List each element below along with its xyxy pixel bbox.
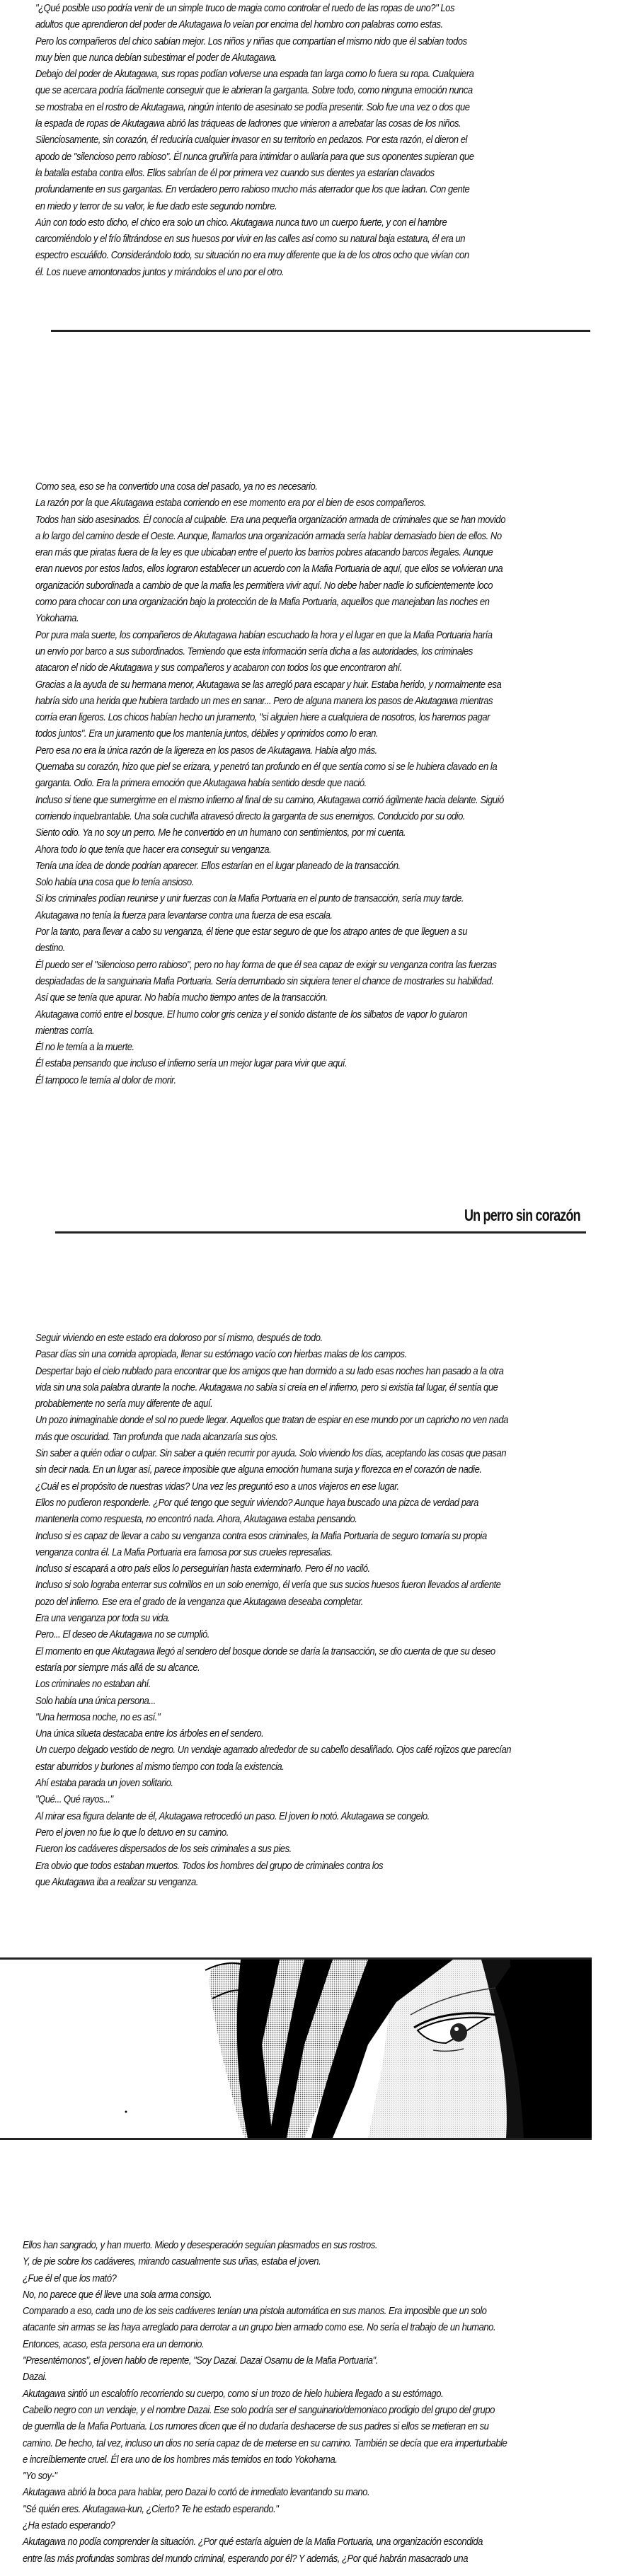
text-line: atacante sin armas se las haya arreglado para derrotar a un grupo bien armado como ese. No sería el trabajo de un humano. [23, 2321, 496, 2334]
text-line: espectro escuálido. Considerándolo todo, su situación no era muy diferente que la de los otros ocho que vivían con [35, 249, 469, 262]
text-line: profundamente en sus gargantas. En verdadero perro rabioso mucho más aterrador que los que ladran. Con gente [35, 183, 470, 196]
text-line: que Akutagawa iba a realizar su venganza. [35, 1875, 198, 1888]
text-line: Una única silueta destacaba entre los árboles en el sendero. [35, 1727, 264, 1740]
text-line: "Sé quién eres. Akutagawa-kun, ¿Cierto? Te he estado esperando." [23, 2502, 279, 2515]
text-line: atacaron el nido de Akutagawa y sus compañeros y acabaron con todos los que encontraron ahí. [35, 662, 403, 674]
manga-panel-illustration [0, 1957, 592, 2140]
text-line: Seguir viviendo en este estado era doloroso por sí mismo, después de todo. [35, 1332, 323, 1344]
text-line: despiadadas de la sanguinaria Mafia Portuaria. Sería derrumbado sin siquiera tener el chance de mostrarles su habilidad. [35, 974, 494, 987]
text-line: Ellos no pudieron responderle. ¿Por qué tengo que seguir viviendo? Aunque haya buscado una pizca de verdad para [35, 1496, 478, 1509]
text-line: la espada de ropas de Akutagawa abrió las tráqueas de ladrones que vinieron a arrebatar las cosas de los niños. [35, 117, 461, 130]
text-line: pozo del infierno. Ese era el grado de la venganza que Akutagawa deseaba completar. [35, 1595, 363, 1608]
text-line: Al mirar esa figura delante de él, Akutagawa retrocedió un paso. El joven lo notó. Akutagawa se congelo. [35, 1810, 430, 1822]
text-section-4 [23, 2237, 603, 2567]
text-line: ¿Cuál es el propósito de nuestras vidas? Una vez les preguntó eso a unos viajeros en ese lugar. [35, 1480, 399, 1493]
text-line: Fueron los cadáveres dispersados de los seis criminales a sus pies. [35, 1843, 292, 1856]
text-line: Un pozo inimaginable donde el sol no puede llegar. Aquellos que tratan de espiar en ese mundo por un capricho no ven nada [35, 1414, 508, 1427]
text-line: en miedo y terror de su valor, le fue dado este segundo nombre. [35, 200, 277, 212]
text-section-3 [35, 1330, 616, 1890]
text-line: entre las más profundas sombras del mundo criminal, esperando por él? Y además, ¿Por qué habrán masacrado una [23, 2552, 468, 2565]
text-line: probablemente no sería muy diferente de aquí. [35, 1398, 213, 1410]
chapter-heading: Un perro sin corazón [464, 1206, 580, 1224]
text-line: sin decir nada. En un lugar así, parece imposible que alguna emoción humana surja y florezca en el corazón de nadie. [35, 1464, 482, 1476]
text-line: estar aburridos y burlones al mismo tiempo con toda la existencia. [35, 1760, 285, 1773]
text-line: Incluso si solo lograba enterrar sus colmillos en un solo enemigo, él vería que sus sucios huesos fueron llevados al ardiente [35, 1579, 501, 1592]
text-line: él. Los nueve amontonados juntos y mirándolos el uno por el otro. [35, 265, 285, 278]
text-line: a lo largo del camino desde el Oeste. Aunque, llamarlos una organización armada sería hablar demasiado bien de ellos. No [35, 529, 502, 542]
text-line: Akutagawa sintió un escalofrío recorriendo su cuerpo, como si un trozo de hielo hubiera llegado a su estómago. [23, 2387, 444, 2400]
text-line: estaría por siempre más allá de su alcance. [35, 1661, 200, 1674]
text-line: "¿Qué posible uso podría venir de un simple truco de magia como controlar el ruedo de las ropas de uno?" Los [35, 2, 455, 14]
text-line: mientras corría. [35, 1024, 95, 1037]
text-line: Yokohama. [35, 612, 79, 625]
text-line: Aún con todo esto dicho, el chico era solo un chico. Akutagawa nunca tuvo un cuerpo fuerte, y con el hambre [35, 216, 447, 229]
text-line: Dazai. [23, 2371, 47, 2384]
text-line: El momento en que Akutagawa llegó al sendero del bosque donde se daría la transacción, se dio cuenta de que su deseo [35, 1645, 495, 1657]
text-line: Como sea, eso se ha convertido una cosa del pasado, ya no es necesario. [35, 481, 318, 493]
text-line: Ahí estaba parada un joven solitario. [35, 1777, 173, 1790]
text-line: eran más que piratas fuera de la ley es que ubicaban entre el puerto los barrios pobres atacando barcos ilegales. Aunque [35, 546, 493, 559]
text-line: ¿Fue él el que los mató? [23, 2272, 117, 2284]
text-line: Por la tanto, para llevar a cabo su venganza, él tiene que estar seguro de que los atrapo antes de que lleguen a su [35, 926, 468, 938]
text-line: Pero el joven no fue lo que lo detuvo en su camino. [35, 1826, 229, 1839]
text-line: adultos que aprendieron del poder de Akutagawa lo veían por encima del hombro con palabras como estas. [35, 18, 443, 31]
text-line: Y, de pie sobre los cadáveres, mirando casualmente sus uñas, estaba el joven. [23, 2255, 321, 2268]
text-line: de guerrilla de la Mafia Portuaria. Los rumores dicen que él no dudaría deshacerse de sus padres si ellos se metieran en su [23, 2420, 489, 2433]
text-line: Incluso si escapará a otro país ellos lo perseguirían hasta exterminarlo. Pero él no vaciló. [35, 1563, 370, 1575]
text-line: Era obvio que todos estaban muertos. Todos los hombres del grupo de criminales contra los [35, 1859, 384, 1872]
text-line: Siento odio. Ya no soy un perro. Me he convertido en un humano con sentimientos, por mi cuenta. [35, 827, 406, 839]
text-line: que se acercara podría fácilmente conseguir que le abrieran la garganta. Sobre todo, como ninguna emoción nunca [35, 84, 473, 97]
text-line: eran nuevos por estos lados, ellos lograron establecer un acuerdo con la Mafia Portuaria de aquí, que ellos se volvieran una [35, 563, 503, 575]
text-line: Si los criminales podían reunirse y unir fuerzas con la Mafia Portuaria en el punto de transacción, sería muy tarde. [35, 892, 464, 905]
text-line: Un cuerpo delgado vestido de negro. Un vendaje agarrado alrededor de su cabello desaliñado. Ojos café rojizos que parecían [35, 1744, 512, 1756]
text-line: Entonces, acaso, esta persona era un demonio. [23, 2338, 205, 2350]
text-line: Quemaba su corazón, hizo que piel se erizara, y penetró tan profundo en él que sentía como si se le hubiera clavado en la [35, 761, 498, 774]
text-line: Comparado a eso, cada uno de los seis cadáveres tenían una pistola automática en sus manos. Era imposible que un solo [23, 2305, 487, 2318]
text-line: garganta. Odio. Era la primera emoción que Akutagawa había sentido desde que nació. [35, 777, 367, 790]
text-line: Pero... El deseo de Akutagawa no se cumplió. [35, 1628, 210, 1641]
text-line: como para chocar con una organización bajo la protección de la Mafia Portuaria, aquellos que manejaban las noches en [35, 596, 490, 609]
dazai-face-drawing [0, 1960, 592, 2138]
text-line: Tenía una idea de donde podrían aparecer. Ellos estarían en el lugar planeado de la transacción. [35, 859, 401, 872]
text-line: Akutagawa no tenía la fuerza para levantarse contra una fuerza de esa escala. [35, 909, 333, 921]
text-line: Él tampoco le temía al dolor de morir. [35, 1074, 176, 1086]
text-line: Así que se tenía que apurar. No había mucho tiempo antes de la transacción. [35, 991, 328, 1004]
text-line: Akutagawa no podía comprender la situación. ¿Por qué estaría alguien de la Mafia Portuaria, una organización escondida [23, 2536, 483, 2548]
text-line: más que oscuridad. Tan profunda que nada alcanzaría sus ojos. [35, 1430, 278, 1443]
text-line: Ahora todo lo que tenía que hacer era conseguir su venganza. [35, 843, 272, 856]
text-line: Cabello negro con un vendaje, y el nombre Dazai. Ese solo podría ser el sanguinario/demoniaco prodigio del grupo del grupo [23, 2403, 495, 2416]
text-line: Akutagawa abrió la boca para hablar, pero Dazai lo cortó de inmediato levantando su mano. [23, 2486, 370, 2499]
text-line: Silenciosamente, sin corazón, él reduciría cualquier invasor en su territorio en pedazos. Por esta razón, el dieron el [35, 134, 467, 146]
text-line: "Yo soy-" [23, 2470, 57, 2483]
text-line: Por pura mala suerte, los compañeros de Akutagawa habían escuchado la hora y el lugar en que la Mafia Portuaria haría [35, 628, 493, 641]
text-line: Pero esa no era la única razón de la ligereza en los pasos de Akutagawa. Había algo más. [35, 744, 377, 757]
text-line: muy bien que nunca debían subestimar el poder de Akutagawa. [35, 51, 277, 64]
text-line: Solo había una cosa que lo tenía ansioso. [35, 876, 194, 889]
section-divider [51, 330, 590, 332]
text-line: corriendo inquebrantable. Una sola cuchilla atravesó directo la garganta de sus enemigos. Conducido por su odio. [35, 810, 466, 822]
text-line: venganza contra él. La Mafia Portuaria era famosa por sus crueles represalias. [35, 1546, 333, 1558]
text-line: Pero los compañeros del chico sabían mejor. Los niños y niñas que compartían el mismo nido que él sabían todos [35, 35, 467, 47]
text-line: "Presentémonos", el joven hablo de repente, "Soy Dazai. Dazai Osamu de la Mafia Portuaria". [23, 2354, 378, 2367]
text-line: vida sin una sola palabra durante la noche. Akutagawa no sabía si creía en el infierno, pero si existía tal lugar, él sentía que [35, 1381, 498, 1393]
text-section-2 [35, 478, 616, 1088]
text-line: Los criminales no estaban ahí. [35, 1678, 151, 1691]
text-line: Él estaba pensando que incluso el infierno sería un mejor lugar para vivir que aquí. [35, 1057, 348, 1070]
text-line: Despertar bajo el cielo nublado para encontrar que los amigos que han dormido a su lado esas noches han pasado a la otra [35, 1364, 504, 1377]
text-line: carcomiéndolo y el frío filtrándose en sus huesos por vivir en las calles así como su natural baja estatura, él era un [35, 233, 466, 246]
text-line: "Qué... Qué rayos..." [35, 1793, 113, 1806]
text-line: Ellos han sangrado, y han muerto. Miedo y desesperación seguían plasmados en sus rostros. [23, 2239, 377, 2251]
text-line: No, no parece que él lleve una sola arma consigo. [23, 2288, 212, 2301]
text-line: "Una hermosa noche, no es así." [35, 1710, 161, 1723]
text-line: todos juntos". Era un juramento que los mantenía juntos, débiles y oprimidos como lo eran. [35, 728, 379, 740]
text-line: Akutagawa corrió entre el bosque. El humo color gris ceniza y el sonido distante de los silbatos de vapor lo guiaron [35, 1008, 468, 1020]
text-line: La razón por la que Akutagawa estaba corriendo en ese momento era por el bien de esos compañeros. [35, 497, 426, 510]
text-line: Él puedo ser el "silencioso perro rabioso", pero no hay forma de que él sea capaz de exigir su venganza contra las fuerzas [35, 958, 497, 971]
text-line: camino. De hecho, tal vez, incluso un dios no sería capaz de de meterse en su camino. También se decía que era imperturbable [23, 2437, 507, 2449]
text-line: se mostraba en el rostro de Akutagawa, ningún intento de asesinato se podía presentir. Solo fue una vez o dos que [35, 100, 470, 113]
text-line: Debajo del poder de Akutagawa, sus ropas podían volverse una espada tan larga como lo fuera su ropa. Cualquiera [35, 68, 474, 81]
text-line: ¿Ha estado esperando? [23, 2519, 115, 2532]
text-line: Era una venganza por toda su vida. [35, 1612, 171, 1625]
text-line: habría sido una herida que hubiera tardado un mes en sanar... Pero de alguna manera los pasos de Akutagawa mientras [35, 694, 493, 707]
text-section-1 [35, 0, 616, 280]
text-line: Pasar días sin una comida apropiada, llenar su estómago vacío con hierbas malas de los campos. [35, 1348, 407, 1361]
text-line: corría eran ligeros. Los chicos habían hecho un juramento, "si alguien hiere a cualquiera de nosotros, los haremos pagar [35, 711, 490, 724]
text-line: Incluso si es capaz de llevar a cabo su venganza contra esos criminales, la Mafia Portuaria de seguro tomaría su propia [35, 1529, 487, 1542]
text-line: Todos han sido asesinados. Él conocía al culpable. Era una pequeña organización armada de criminales que se han movido [35, 513, 506, 526]
text-line: Él no le temía a la muerte. [35, 1041, 134, 1054]
text-line: Solo había una única persona... [35, 1694, 156, 1707]
text-line: Sin saber a quién odiar o culpar. Sin saber a quién recurrir por ayuda. Solo viviendo los días, aceptando las cosas que pasan [35, 1447, 507, 1460]
text-line: e increíblemente cruel. Él era uno de los hombres más temidos en todo Yokohama. [23, 2453, 338, 2466]
text-line: organización subordinada a cambio de que la mafia les permitiera vivir aquí. No debe haber nadie lo suficientemente loco [35, 579, 493, 592]
text-line: un envío por barco a sus subordinados. Temiendo que esta información sería dicha a las autoridades, los criminales [35, 645, 473, 657]
text-line: Gracias a la ayuda de su hermana menor, Akutagawa se las arregló para escapar y huir. Estaba herido, y normalmente esa [35, 678, 502, 691]
text-line: apodo de "silencioso perro rabioso". Él nunca gruñiría para intimidar o aullaría para que sus oponentes supieran que [35, 150, 474, 163]
text-line: destino. [35, 942, 65, 955]
text-line: mantenerla como respuesta, no encontró nada. Ahora, Akutagawa estaba pensando. [35, 1513, 357, 1526]
text-line: Incluso si tiene que sumergirme en el mismo infierno al final de su camino, Akutagawa corrió ágilmente hacia delante. Siguió [35, 793, 504, 806]
chapter-heading-rule [55, 1231, 586, 1234]
text-line: la batalla estaba contra ellos. Ellos sabrían de él por primera vez cuando sus dientes ya estarían clavados [35, 166, 435, 179]
